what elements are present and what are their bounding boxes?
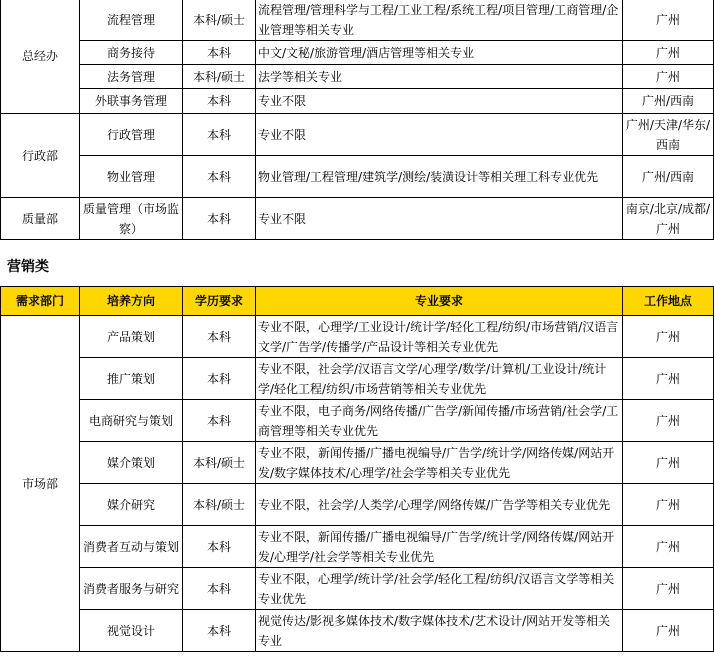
major-cell: 专业不限，新闻传播/广播电视编导/广告学/统计学/网络传媒/网站开发/心理学/社会学等相关专业优先 — [256, 526, 623, 568]
table-row — [1, 89, 714, 114]
education-cell: 本科 — [183, 316, 256, 358]
table-row — [1, 568, 714, 610]
location-cell: 广州/天津/华东/西南 — [623, 114, 714, 156]
direction-cell: 法务管理 — [80, 65, 183, 89]
location-cell: 广州 — [623, 400, 714, 442]
education-cell: 本科 — [183, 610, 256, 652]
table-row — [1, 358, 714, 400]
direction-cell: 消费者互动与策划 — [80, 526, 183, 568]
table-row — [1, 156, 714, 198]
major-cell: 专业不限，心理学/工业设计/统计学/轻化工程/纺织/市场营销/汉语言文学/广告学/传播学/产品设计等相关专业优先 — [256, 316, 623, 358]
location-cell: 广州/西南 — [623, 89, 714, 114]
location-cell: 广州 — [623, 568, 714, 610]
major-cell: 物业管理/工程管理/建筑学/测绘/装潢设计等相关理工科专业优先 — [256, 156, 623, 198]
header-education: 学历要求 — [183, 287, 256, 316]
education-cell: 本科/硕士 — [183, 442, 256, 484]
location-cell: 广州 — [623, 442, 714, 484]
location-cell: 广州/西南 — [623, 156, 714, 198]
table-row — [1, 400, 714, 442]
major-cell: 专业不限 — [256, 89, 623, 114]
direction-cell: 行政管理 — [80, 114, 183, 156]
table-row — [1, 484, 714, 526]
education-cell: 本科 — [183, 114, 256, 156]
education-cell: 本科/硕士 — [183, 65, 256, 89]
table-row — [1, 0, 714, 41]
header-dept: 需求部门 — [1, 287, 80, 316]
direction-cell: 流程管理 — [80, 0, 183, 41]
direction-cell: 物业管理 — [80, 156, 183, 198]
location-cell: 广州 — [623, 316, 714, 358]
major-cell: 专业不限，社会学/汉语言文学/心理学/数学/计算机/工业设计/统计学/轻化工程/纺织/市场营销等相关专业优先 — [256, 358, 623, 400]
major-cell: 专业不限 — [256, 198, 623, 240]
major-cell: 法学等相关专业 — [256, 65, 623, 89]
header-direction: 培养方向 — [80, 287, 183, 316]
location-cell: 广州 — [623, 0, 714, 41]
table-admin-depts — [0, 0, 714, 240]
dept-cell: 质量部 — [1, 198, 80, 240]
header-location: 工作地点 — [623, 287, 714, 316]
direction-cell: 媒介策划 — [80, 442, 183, 484]
dept-cell: 行政部 — [1, 114, 80, 198]
table-row — [1, 442, 714, 484]
location-cell: 南京/北京/成都/广州 — [623, 198, 714, 240]
table-row — [1, 526, 714, 568]
major-cell: 专业不限，新闻传播/广播电视编导/广告学/统计学/网络传媒/网站开发/数字媒体技术/心理学/社会学等相关专业优先 — [256, 442, 623, 484]
direction-cell: 质量管理（市场监察） — [80, 198, 183, 240]
major-cell: 专业不限，社会学/人类学/心理学/网络传媒/广告学等相关专业优先 — [256, 484, 623, 526]
location-cell: 广州 — [623, 610, 714, 652]
table-row — [1, 41, 714, 65]
major-cell: 专业不限，电子商务/网络传播/广告学/新闻传播/市场营销/社会学/工商管理等相关专业优先 — [256, 400, 623, 442]
major-cell: 中文/文秘/旅游管理/酒店管理等相关专业 — [256, 41, 623, 65]
direction-cell: 电商研究与策划 — [80, 400, 183, 442]
education-cell: 本科 — [183, 358, 256, 400]
location-cell: 广州 — [623, 65, 714, 89]
education-cell: 本科 — [183, 526, 256, 568]
location-cell: 广州 — [623, 358, 714, 400]
section-title: 营销类 — [7, 259, 49, 275]
major-cell: 专业不限 — [256, 114, 623, 156]
direction-cell: 外联事务管理 — [80, 89, 183, 114]
education-cell: 本科 — [183, 400, 256, 442]
direction-cell: 商务接待 — [80, 41, 183, 65]
header-major: 专业要求 — [256, 287, 623, 316]
education-cell: 本科/硕士 — [183, 0, 256, 41]
table-row — [1, 198, 714, 240]
major-cell: 视觉传达/影视多媒体技术/数字媒体技术/艺术设计/网站开发等相关专业 — [256, 610, 623, 652]
education-cell: 本科 — [183, 156, 256, 198]
education-cell: 本科/硕士 — [183, 484, 256, 526]
direction-cell: 媒介研究 — [80, 484, 183, 526]
location-cell: 广州 — [623, 484, 714, 526]
location-cell: 广州 — [623, 526, 714, 568]
direction-cell: 推广策划 — [80, 358, 183, 400]
major-cell: 流程管理/管理科学与工程/工业工程/系统工程/项目管理/工商管理/企业管理等相关专业 — [256, 0, 623, 41]
table-header-row — [1, 287, 714, 316]
direction-cell: 视觉设计 — [80, 610, 183, 652]
dept-cell: 总经办 — [1, 0, 80, 114]
education-cell: 本科 — [183, 568, 256, 610]
direction-cell: 消费者服务与研究 — [80, 568, 183, 610]
table-row — [1, 114, 714, 156]
education-cell: 本科 — [183, 89, 256, 114]
table-marketing — [0, 286, 714, 652]
table-row — [1, 610, 714, 652]
major-cell: 专业不限，心理学/统计学/社会学/轻化工程/纺织/汉语言文学等相关专业优先 — [256, 568, 623, 610]
education-cell: 本科 — [183, 198, 256, 240]
education-cell: 本科 — [183, 41, 256, 65]
dept-cell: 市场部 — [1, 316, 80, 652]
direction-cell: 产品策划 — [80, 316, 183, 358]
table-row — [1, 65, 714, 89]
table-row — [1, 316, 714, 358]
location-cell: 广州 — [623, 41, 714, 65]
